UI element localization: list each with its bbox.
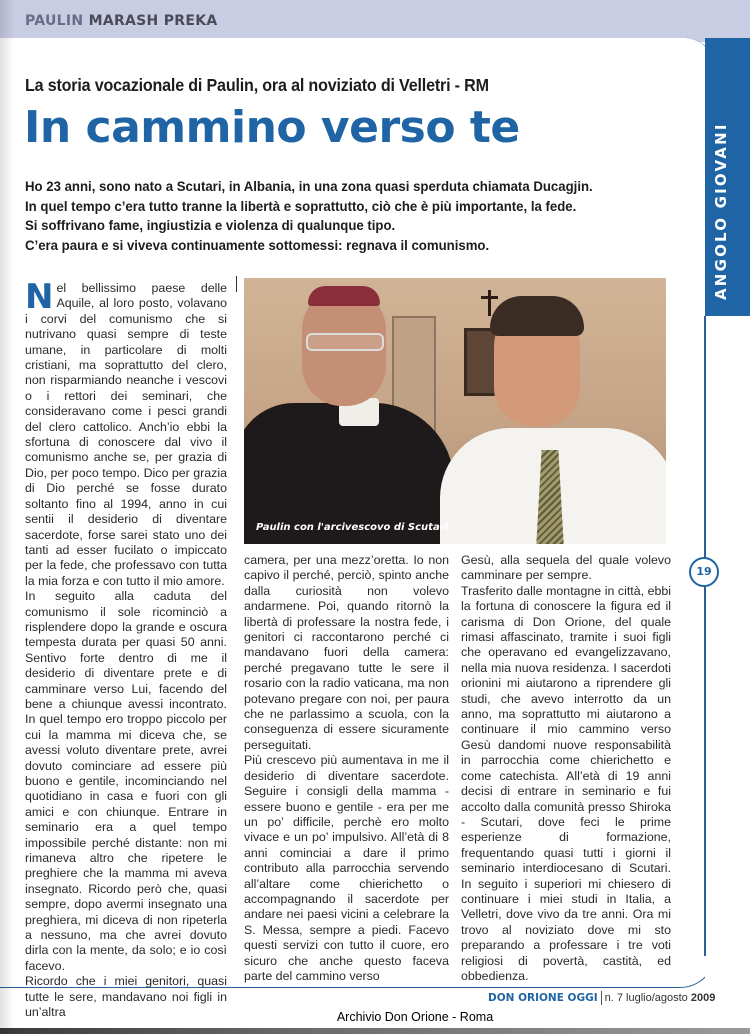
article-photo <box>244 278 666 544</box>
section-label: ANGOLO GIOVANI <box>712 122 730 300</box>
paragraph: Trasferito dalle montagne in città, ebbi la fortuna di conoscere la figura ed il carisma di Don Orione, del quale rimasi affascinato, tramite i suoi figli che operavano ed evangelizzavano, nella mia nuova residenza. I sacerdoti orionini mi aiutarono a riprendere gli studi, che avevo interrotto da un anno, ma soprattutto mi aiutarono a continuare il mio cammino verso Gesù dandomi nuove responsabilità in parrocchia come chierichetto e come catechista. All’età di 19 anni decisi di entrare in seminario e fui accolto dalla comunità presso Shiroka - Scutari, dove feci le prime esperienze di formazione, frequentando quasi tutti i giorni il seminario interdiocesano di Scutari. In seguito i superiori mi chiesero di continuare i miei studi in Italia, a Velletri, dove vivo da tre anni. Ora mi trovo al noviziato dove mi sto preparando a professare i tre voti religiosi di povertà, castità, ed obbedienza. <box>461 583 671 983</box>
author-last-name: MARASH PREKA <box>88 13 218 29</box>
article-kicker: La storia vocazionale di Paulin, ora al noviziato di Velletri - RM <box>25 75 489 95</box>
lead-line: C’era paura e si viveva continuamente sottomessi: regnava il comunismo. <box>25 237 490 254</box>
paragraph: In seguito alla caduta del comunismo il sole ricominciò a risplendere dopo la grande e oscura tempesta durata per quasi 50 anni. Sentivo forte dentro di me il desiderio di diventare prete e di camminare verso Lui, facendo del bene a chiunque avessi incontrato. In quel tempo ero troppo piccolo per cui la mamma mi diceva che, se avessi voluto diventare prete, avrei dovuto cominciare ad essere più buono e gentile, incominciando nel quotidiano in casa e fuori con gli amici e con chiunque. Entrare in seminario era a quel tempo impossibile perché distante: non mi rimaneva altro che ripetere le preghiere che la mamma mi aveva insegnato. Ricordo però che, quasi sempre, dopo avermi insegnato una preghiera, mi diceva di non ripeterla a nessuno, ma che avrei dovuto dirla con la mente, da solo; e io così facevo. <box>25 589 227 973</box>
lead-line: Si soffrivano fame, ingiustizia e violenza di qualunque tipo. <box>25 218 396 234</box>
photo-caption: Paulin con l'arcivescovo di Scutari <box>256 522 449 533</box>
archbishop-glasses <box>306 333 384 351</box>
footer-separator <box>601 991 602 1005</box>
paulin-hair <box>490 296 584 336</box>
article-column-3 <box>461 553 671 984</box>
author-first-name: PAULIN <box>25 13 84 29</box>
scan-edge <box>0 1028 750 1034</box>
lead-line: In quel tempo c’era tutto tranne la libertà e soprattutto, ciò che è più importante, la fede. <box>25 198 577 215</box>
article-column-1 <box>25 277 227 1021</box>
drop-cap: N <box>25 277 54 317</box>
margin <box>705 316 750 1016</box>
paragraph: Nel bellissimo paese delle Aquile, al loro posto, volavano i corvi del comunismo che si nutrivano quasi sempre di teste umane, in particolare di molti cristiani, ma soprattutto del clero, non risparmiando neanche i vescovi o i rettori dei seminari, che consideravano come i pesci grandi del clero cattolico. Anch’io ebbi la sfortuna di conoscere dal vivo il comunismo anche se, per grazia di Dio, per poco tempo. Dico per grazia di Dio perché se fosse durato soltanto fino al 1994, anno in cui sentii il desiderio di diventare sacerdote, forse sarei stato uno dei tanti ad esser fucilato o impiccato per la fede, che professavo con tutta la mia forza e con tutto il mio amore. <box>25 277 227 588</box>
issue-info: n. 7 luglio/agosto <box>604 991 688 1004</box>
archbishop-zucchetto <box>308 286 380 306</box>
paragraph: camera, per una mezz’oretta. Io non capivo il perché, perciò, spinto anche dalla curiosità non volevo andarmene. Poi, quando ritornò la libertà di professare la nostra fede, i genitori ci raccontarono perché ci mandavano fuori della camera: perché pregavano tutte le sere il rosario con la radio vaticana, ma non potevano pregare con noi, per paura che ne parlassimo a scuola, con la conseguenza di essere sicuramente perseguitati. <box>244 553 449 752</box>
column-divider <box>236 276 237 292</box>
magazine-name: DON ORIONE OGGI <box>488 991 598 1004</box>
issue-year: 2009 <box>690 991 716 1004</box>
article-headline: In cammino verso te <box>24 102 520 153</box>
page-rule <box>704 316 706 956</box>
archive-credit: Archivio Don Orione - Roma <box>336 1010 494 1024</box>
magazine-footer <box>488 991 715 1005</box>
article-column-2 <box>244 553 449 984</box>
author-name <box>25 13 218 29</box>
crucifix-icon-bar <box>481 296 498 299</box>
scan-shadow <box>0 0 14 1034</box>
page-number: 19 <box>689 557 719 587</box>
crucifix-icon <box>488 290 491 316</box>
article-lead <box>25 178 657 256</box>
lead-line: Ho 23 anni, sono nato a Scutari, in Albania, in una zona quasi sperduta chiamata Ducagjin. <box>25 179 593 195</box>
paragraph: Gesù, alla sequela del quale volevo camminare per sempre. <box>461 553 671 583</box>
paragraph: Più crescevo più aumentava in me il desiderio di diventare sacerdote. Seguire i consigli della mamma - essere buono e gentile - era per me un po’ difficile, perchè ero molto vivace e un po’ impulsivo. All’età di 8 anni cominciai a dare il primo contributo alla parrocchia servendo all’altare come chierichetto o accompagnando il sacerdote per andare nei paesi vicini a celebrare la S. Messa, sempre a piedi. Facevo questi servizi con tutto il cuore, ero sicuro che anche questo faceva parte del cammino verso <box>244 753 449 983</box>
paragraph: Ricordo che i miei genitori, quasi tutte le sere, mandavano noi figli in un’altra <box>25 974 227 1020</box>
